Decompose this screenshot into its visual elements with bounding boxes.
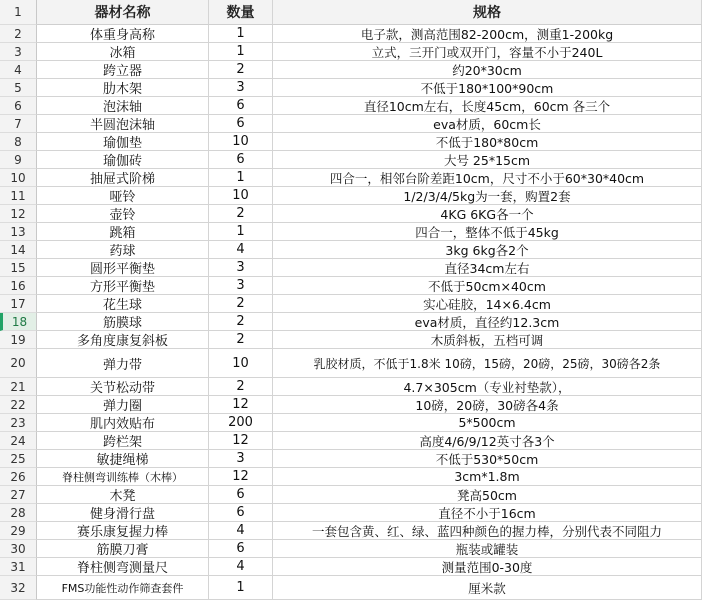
cell-equipment-name[interactable]: 弹力带 — [37, 349, 209, 378]
row-number-20[interactable]: 20 — [0, 349, 37, 378]
cell-quantity[interactable]: 12 — [209, 396, 273, 414]
row-number-26[interactable]: 26 — [0, 468, 37, 486]
cell-quantity[interactable]: 12 — [209, 432, 273, 450]
row-number-23[interactable]: 23 — [0, 414, 37, 432]
cell-equipment-name[interactable]: 壶铃 — [37, 205, 209, 223]
row-number-11[interactable]: 11 — [0, 187, 37, 205]
cell-equipment-name[interactable]: 体重身高称 — [37, 25, 209, 43]
row-number-31[interactable]: 31 — [0, 558, 37, 576]
cell-specification[interactable]: 四合一，相邻台阶差距10cm，尺寸不小于60*30*40cm — [273, 169, 702, 187]
cell-specification[interactable]: 3kg 6kg各2个 — [273, 241, 702, 259]
cell-equipment-name[interactable]: 跨栏架 — [37, 432, 209, 450]
cell-specification[interactable]: 3cm*1.8m — [273, 468, 702, 486]
row-number-4[interactable]: 4 — [0, 61, 37, 79]
cell-specification[interactable]: eva材质，直径约12.3cm — [273, 313, 702, 331]
row-number-30[interactable]: 30 — [0, 540, 37, 558]
header-quantity[interactable]: 数量 — [209, 0, 273, 25]
cell-specification[interactable]: 测量范围0-30度 — [273, 558, 702, 576]
cell-equipment-name[interactable]: 弹力圈 — [37, 396, 209, 414]
cell-specification[interactable]: 立式，三开门或双开门，容量不小于240L — [273, 43, 702, 61]
row-number-1[interactable]: 1 — [0, 0, 37, 25]
cell-equipment-name[interactable]: 脊柱侧弯训练棒（木棒） — [37, 468, 209, 486]
cell-quantity[interactable]: 2 — [209, 205, 273, 223]
row-number-17[interactable]: 17 — [0, 295, 37, 313]
cell-quantity[interactable]: 200 — [209, 414, 273, 432]
cell-specification[interactable]: 直径10cm左右，长度45cm，60cm 各三个 — [273, 97, 702, 115]
cell-equipment-name[interactable]: 跳箱 — [37, 223, 209, 241]
cell-quantity[interactable]: 10 — [209, 133, 273, 151]
row-number-10[interactable]: 10 — [0, 169, 37, 187]
cell-equipment-name[interactable]: 跨立器 — [37, 61, 209, 79]
cell-quantity[interactable]: 4 — [209, 241, 273, 259]
cell-specification[interactable]: 实心硅胶，14×6.4cm — [273, 295, 702, 313]
cell-specification[interactable]: 厘米款 — [273, 576, 702, 600]
row-number-6[interactable]: 6 — [0, 97, 37, 115]
row-number-7[interactable]: 7 — [0, 115, 37, 133]
cell-equipment-name[interactable]: 瑜伽垫 — [37, 133, 209, 151]
cell-specification[interactable]: 凳高50cm — [273, 486, 702, 504]
cell-equipment-name[interactable]: 多角度康复斜板 — [37, 331, 209, 349]
cell-specification[interactable]: 四合一，整体不低于45kg — [273, 223, 702, 241]
cell-quantity[interactable]: 6 — [209, 115, 273, 133]
cell-quantity[interactable]: 1 — [209, 576, 273, 600]
row-number-29[interactable]: 29 — [0, 522, 37, 540]
cell-specification[interactable]: 1/2/3/4/5kg为一套，购置2套 — [273, 187, 702, 205]
cell-equipment-name[interactable]: 肌内效贴布 — [37, 414, 209, 432]
row-number-24[interactable]: 24 — [0, 432, 37, 450]
cell-equipment-name[interactable]: 关节松动带 — [37, 378, 209, 396]
row-number-16[interactable]: 16 — [0, 277, 37, 295]
cell-equipment-name[interactable]: 脊柱侧弯测量尺 — [37, 558, 209, 576]
cell-specification[interactable]: 高度4/6/9/12英寸各3个 — [273, 432, 702, 450]
cell-equipment-name[interactable]: FMS功能性动作筛查套件 — [37, 576, 209, 600]
cell-equipment-name[interactable]: 赛乐康复握力棒 — [37, 522, 209, 540]
cell-specification[interactable]: 5*500cm — [273, 414, 702, 432]
cell-equipment-name[interactable]: 敏捷绳梯 — [37, 450, 209, 468]
cell-quantity[interactable]: 6 — [209, 504, 273, 522]
cell-specification[interactable]: 不低于530*50cm — [273, 450, 702, 468]
row-number-32[interactable]: 32 — [0, 576, 37, 600]
row-number-3[interactable]: 3 — [0, 43, 37, 61]
cell-quantity[interactable]: 6 — [209, 486, 273, 504]
cell-specification[interactable]: 直径34cm左右 — [273, 259, 702, 277]
row-number-14[interactable]: 14 — [0, 241, 37, 259]
cell-quantity[interactable]: 12 — [209, 468, 273, 486]
cell-specification[interactable]: 不低于50cm×40cm — [273, 277, 702, 295]
row-number-13[interactable]: 13 — [0, 223, 37, 241]
row-number-2[interactable]: 2 — [0, 25, 37, 43]
cell-equipment-name[interactable]: 肋木架 — [37, 79, 209, 97]
cell-equipment-name[interactable]: 半圆泡沫轴 — [37, 115, 209, 133]
cell-quantity[interactable]: 1 — [209, 25, 273, 43]
cell-quantity[interactable]: 1 — [209, 43, 273, 61]
row-number-9[interactable]: 9 — [0, 151, 37, 169]
cell-specification[interactable]: 一套包含黄、红、绿、蓝四种颜色的握力棒，分别代表不同阻力 — [273, 522, 702, 540]
cell-quantity[interactable]: 1 — [209, 169, 273, 187]
cell-specification[interactable]: eva材质，60cm长 — [273, 115, 702, 133]
row-number-15[interactable]: 15 — [0, 259, 37, 277]
row-number-12[interactable]: 12 — [0, 205, 37, 223]
cell-equipment-name[interactable]: 冰箱 — [37, 43, 209, 61]
cell-quantity[interactable]: 2 — [209, 61, 273, 79]
cell-quantity[interactable]: 3 — [209, 277, 273, 295]
header-specification[interactable]: 规格 — [273, 0, 702, 25]
row-number-22[interactable]: 22 — [0, 396, 37, 414]
cell-quantity[interactable]: 3 — [209, 79, 273, 97]
cell-quantity[interactable]: 4 — [209, 558, 273, 576]
cell-quantity[interactable]: 2 — [209, 378, 273, 396]
cell-specification[interactable]: 10磅，20磅，30磅各4条 — [273, 396, 702, 414]
header-equipment-name[interactable]: 器材名称 — [37, 0, 209, 25]
cell-quantity[interactable]: 10 — [209, 187, 273, 205]
cell-quantity[interactable]: 6 — [209, 97, 273, 115]
cell-equipment-name[interactable]: 泡沫轴 — [37, 97, 209, 115]
cell-quantity[interactable]: 2 — [209, 295, 273, 313]
cell-equipment-name[interactable]: 健身滑行盘 — [37, 504, 209, 522]
cell-specification[interactable]: 乳胶材质，不低于1.8米 10磅，15磅，20磅，25磅，30磅各2条 — [273, 349, 702, 378]
cell-quantity[interactable]: 6 — [209, 540, 273, 558]
cell-specification[interactable]: 大号 25*15cm — [273, 151, 702, 169]
cell-quantity[interactable]: 3 — [209, 450, 273, 468]
cell-specification[interactable]: 约20*30cm — [273, 61, 702, 79]
cell-quantity[interactable]: 2 — [209, 313, 273, 331]
cell-quantity[interactable]: 1 — [209, 223, 273, 241]
cell-equipment-name[interactable]: 花生球 — [37, 295, 209, 313]
row-number-25[interactable]: 25 — [0, 450, 37, 468]
cell-equipment-name[interactable]: 抽屉式阶梯 — [37, 169, 209, 187]
cell-equipment-name[interactable]: 筋膜刀膏 — [37, 540, 209, 558]
cell-equipment-name[interactable]: 瑜伽砖 — [37, 151, 209, 169]
cell-equipment-name[interactable]: 方形平衡垫 — [37, 277, 209, 295]
cell-specification[interactable]: 不低于180*80cm — [273, 133, 702, 151]
cell-specification[interactable]: 瓶装或罐装 — [273, 540, 702, 558]
row-number-19[interactable]: 19 — [0, 331, 37, 349]
cell-equipment-name[interactable]: 药球 — [37, 241, 209, 259]
cell-quantity[interactable]: 2 — [209, 331, 273, 349]
cell-quantity[interactable]: 6 — [209, 151, 273, 169]
row-number-27[interactable]: 27 — [0, 486, 37, 504]
cell-equipment-name[interactable]: 筋膜球 — [37, 313, 209, 331]
cell-quantity[interactable]: 10 — [209, 349, 273, 378]
row-number-18[interactable]: 18 — [0, 313, 37, 331]
row-number-8[interactable]: 8 — [0, 133, 37, 151]
row-number-28[interactable]: 28 — [0, 504, 37, 522]
cell-specification[interactable]: 电子款，测高范围82-200cm，测重1-200kg — [273, 25, 702, 43]
cell-quantity[interactable]: 4 — [209, 522, 273, 540]
cell-specification[interactable]: 木质斜板，五档可调 — [273, 331, 702, 349]
row-number-21[interactable]: 21 — [0, 378, 37, 396]
row-number-5[interactable]: 5 — [0, 79, 37, 97]
cell-specification[interactable]: 不低于180*100*90cm — [273, 79, 702, 97]
cell-quantity[interactable]: 3 — [209, 259, 273, 277]
cell-equipment-name[interactable]: 圆形平衡垫 — [37, 259, 209, 277]
cell-equipment-name[interactable]: 哑铃 — [37, 187, 209, 205]
cell-specification[interactable]: 直径不小于16cm — [273, 504, 702, 522]
cell-specification[interactable]: 4.7×305cm（专业衬垫款）， — [273, 378, 702, 396]
cell-specification[interactable]: 4KG 6KG各一个 — [273, 205, 702, 223]
cell-equipment-name[interactable]: 木凳 — [37, 486, 209, 504]
